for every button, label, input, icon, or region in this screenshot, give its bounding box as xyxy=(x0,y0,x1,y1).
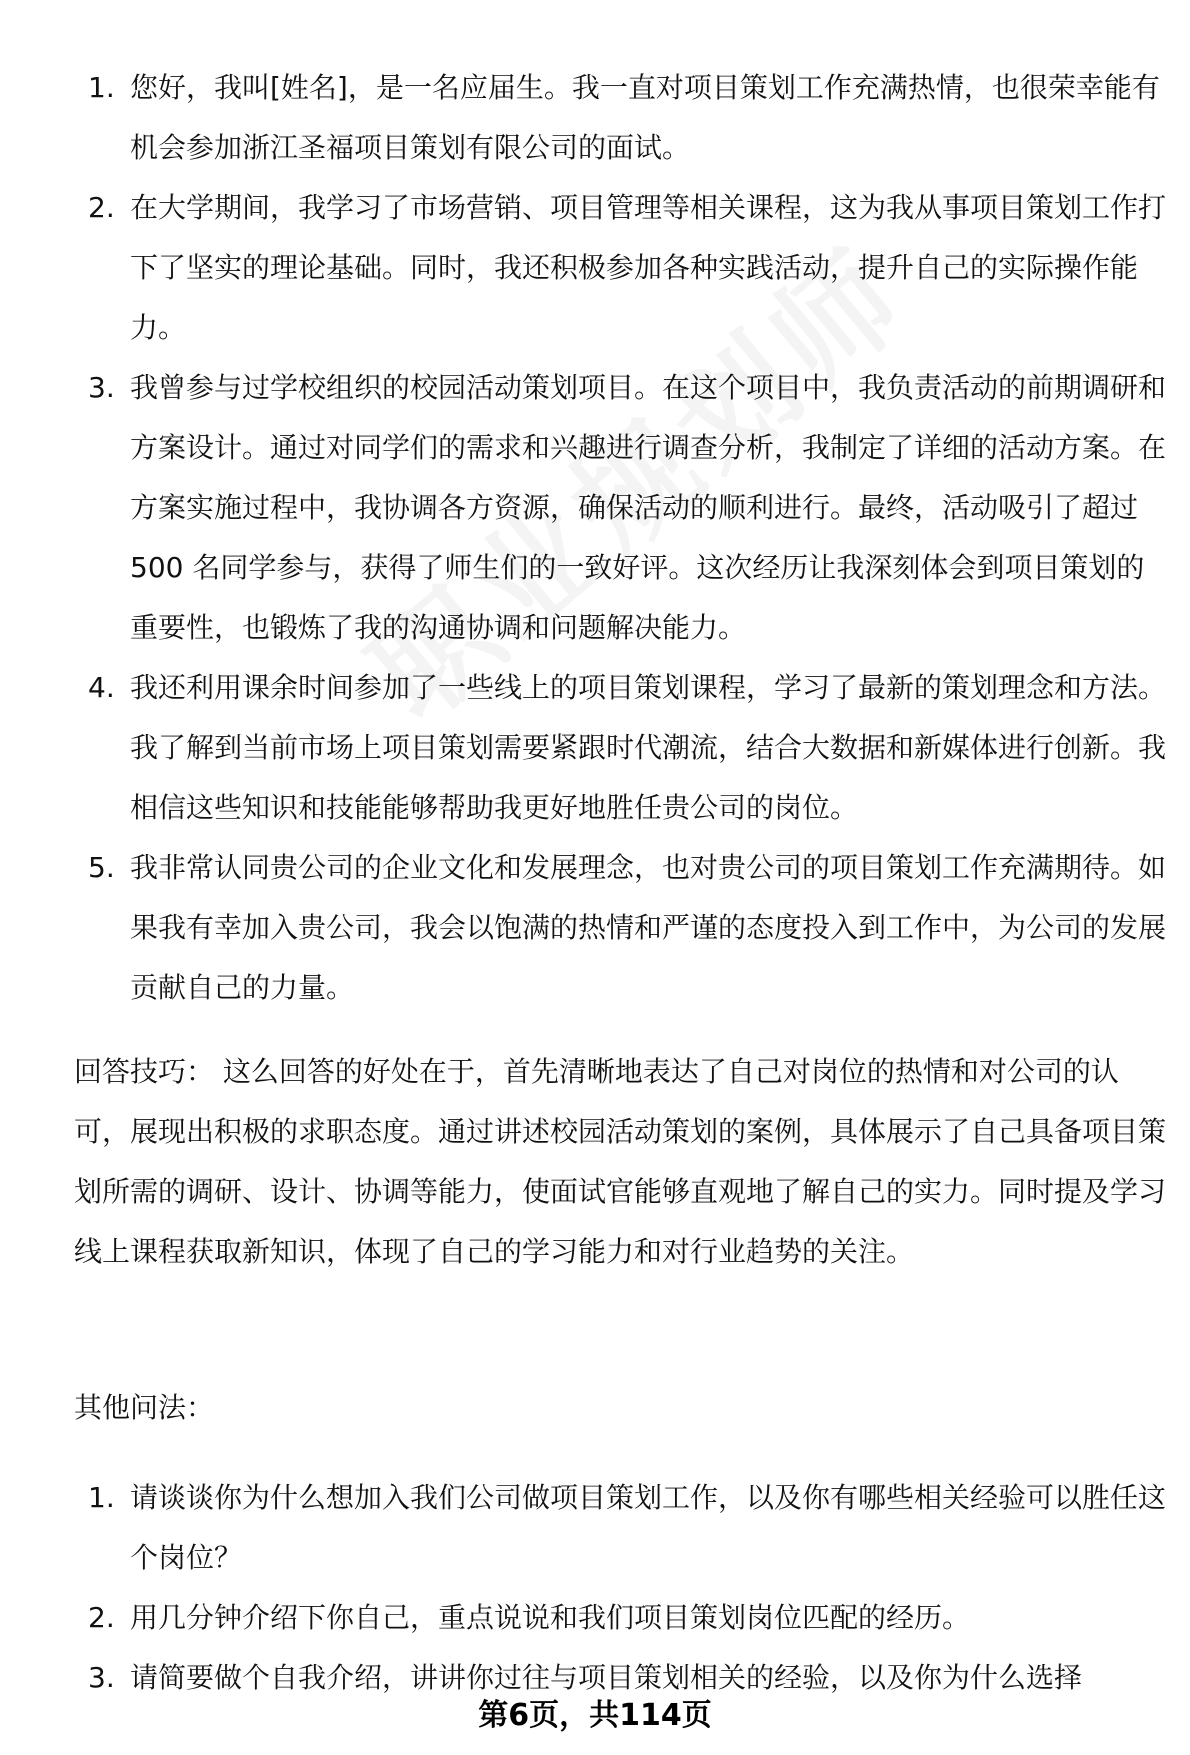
list-number: 3. xyxy=(88,371,115,404)
list-item xyxy=(88,1468,1168,1588)
answer-tips-paragraph: 回答技巧： 这么回答的好处在于，首先清晰地表达了自己对岗位的热情和对公司的认可，展现出积极的求职态度。通过讲述校园活动策划的案例，具体展示了自己具备项目策划所需的调研、设计、协调等能力，使面试官能够直观地了解自己的实力。同时提及学习线上课程获取新知识，体现了自己的学习能力和对行业趋势的关注。 xyxy=(74,1055,1167,1268)
list-item xyxy=(88,1588,1168,1648)
list-number: 2. xyxy=(88,191,115,224)
answer-list xyxy=(88,58,1168,1018)
list-text: 请谈谈你为什么想加入我们公司做项目策划工作，以及你有哪些相关经验可以胜任这个岗位？ xyxy=(130,1481,1167,1574)
list-item xyxy=(88,58,1168,178)
question-list xyxy=(88,1468,1168,1708)
list-text: 用几分钟介绍下你自己，重点说说和我们项目策划岗位匹配的经历。 xyxy=(130,1601,971,1634)
list-item xyxy=(88,838,1168,1018)
other-questions-heading: 其他问法： xyxy=(74,1391,215,1424)
list-number: 4. xyxy=(88,671,115,704)
list-number: 3. xyxy=(88,1661,115,1694)
list-number: 5. xyxy=(88,851,115,884)
list-number: 2. xyxy=(88,1601,115,1634)
list-text: 您好，我叫[姓名]，是一名应届生。我一直对项目策划工作充满热情，也很荣幸能有机会参加浙江圣福项目策划有限公司的面试。 xyxy=(130,71,1160,164)
list-number: 1. xyxy=(88,71,115,104)
list-item xyxy=(88,178,1168,358)
list-item xyxy=(88,358,1168,658)
list-text: 在大学期间，我学习了市场营销、项目管理等相关课程，这为我从事项目策划工作打下了坚实的理论基础。同时，我还积极参加各种实践活动，提升自己的实际操作能力。 xyxy=(130,191,1167,344)
list-text: 我非常认同贵公司的企业文化和发展理念，也对贵公司的项目策划工作充满期待。如果我有幸加入贵公司，我会以饱满的热情和严谨的态度投入到工作中，为公司的发展贡献自己的力量。 xyxy=(130,851,1167,1004)
list-text: 我曾参与过学校组织的校园活动策划项目。在这个项目中，我负责活动的前期调研和方案设计。通过对同学们的需求和兴趣进行调查分析，我制定了详细的活动方案。在方案实施过程中，我协调各方资源，确保活动的顺利进行。最终，活动吸引了超过 500 名同学参与，获得了师生们的一致好评。这次经历让我深刻体会到项目策划的重要性，也锻炼了我的沟通协调和问题解决能力。 xyxy=(130,371,1167,644)
list-text: 我还利用课余时间参加了一些线上的项目策划课程，学习了最新的策划理念和方法。我了解到当前市场上项目策划需要紧跟时代潮流，结合大数据和新媒体进行创新。我相信这些知识和技能能够帮助我更好地胜任贵公司的岗位。 xyxy=(130,671,1167,824)
list-item xyxy=(88,658,1168,838)
list-number: 1. xyxy=(88,1481,115,1514)
page-number-footer: 第6页，共114页 xyxy=(478,1698,712,1733)
list-text: 请简要做个自我介绍，讲讲你过往与项目策划相关的经验，以及你为什么选择 xyxy=(130,1661,1083,1694)
